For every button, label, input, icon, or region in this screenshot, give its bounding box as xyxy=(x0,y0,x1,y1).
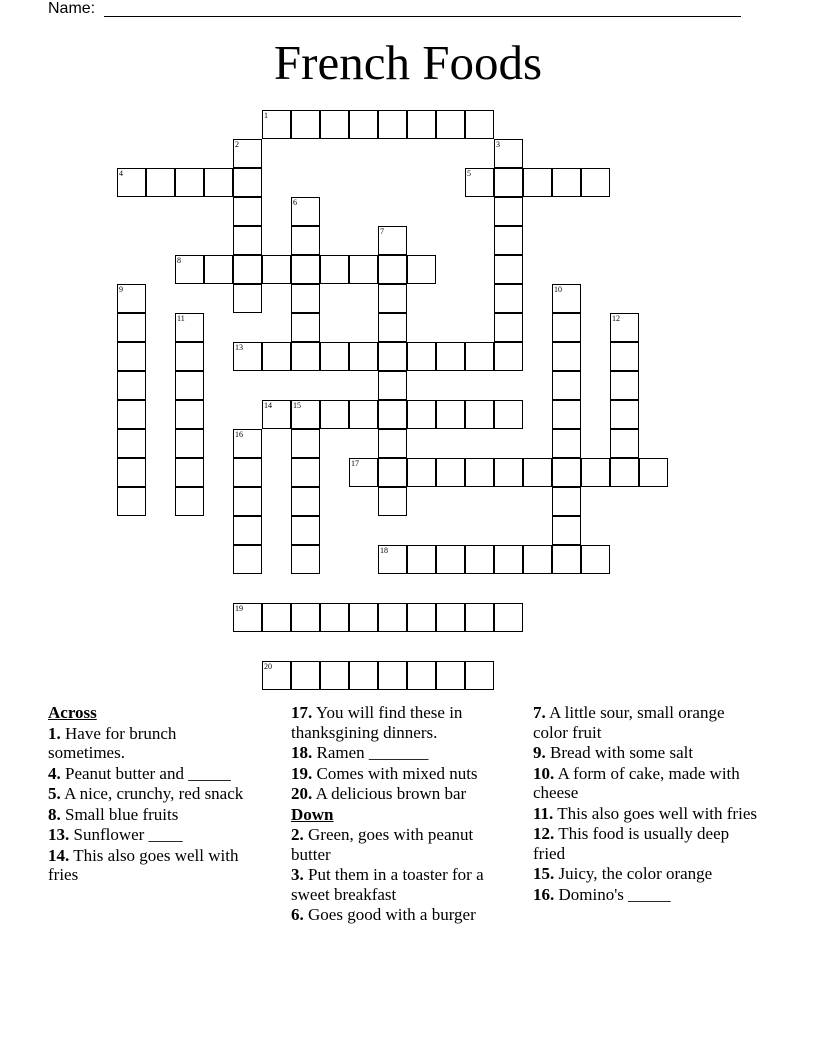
grid-cell[interactable] xyxy=(117,313,146,342)
cell-number: 5 xyxy=(467,169,471,178)
clue-down-7 xyxy=(533,703,763,742)
clue-text: Sunflower ____ xyxy=(73,825,183,844)
clue-text: Have for brunch sometimes. xyxy=(48,723,177,762)
grid-cell[interactable] xyxy=(233,603,262,632)
name-label: Name: xyxy=(48,0,96,17)
grid-cell[interactable] xyxy=(610,371,639,400)
grid-cell[interactable] xyxy=(233,516,262,545)
grid-cell[interactable] xyxy=(552,545,581,574)
clue-down-11 xyxy=(533,804,763,824)
grid-cell[interactable] xyxy=(523,458,552,487)
grid-cell[interactable] xyxy=(349,400,378,429)
clue-text: This also goes well with fries xyxy=(48,845,239,884)
grid-cell[interactable] xyxy=(494,139,523,168)
cell-number: 17 xyxy=(351,459,359,468)
grid-cell[interactable] xyxy=(465,400,494,429)
grid-cell[interactable] xyxy=(552,284,581,313)
grid-cell[interactable] xyxy=(291,603,320,632)
clue-column-2 xyxy=(291,703,516,926)
grid-cell[interactable] xyxy=(233,284,262,313)
grid-cell[interactable] xyxy=(436,603,465,632)
clue-number: 7. xyxy=(533,703,546,722)
clue-across-5 xyxy=(48,784,248,804)
grid-cell[interactable] xyxy=(117,458,146,487)
grid-cell[interactable] xyxy=(610,458,639,487)
grid-cell[interactable] xyxy=(349,603,378,632)
grid-cell[interactable] xyxy=(552,400,581,429)
cell-number: 1 xyxy=(264,111,268,120)
grid-cell[interactable] xyxy=(407,458,436,487)
clue-down-3 xyxy=(291,865,516,904)
clue-across-14 xyxy=(48,846,248,885)
grid-cell[interactable] xyxy=(552,371,581,400)
grid-cell[interactable] xyxy=(465,661,494,690)
grid-cell[interactable] xyxy=(233,168,262,197)
across-heading: Across xyxy=(48,703,97,722)
grid-cell[interactable] xyxy=(494,400,523,429)
clue-across-4 xyxy=(48,764,248,784)
grid-cell[interactable] xyxy=(407,545,436,574)
grid-cell[interactable] xyxy=(494,458,523,487)
grid-cell[interactable] xyxy=(523,545,552,574)
grid-cell[interactable] xyxy=(494,168,523,197)
clue-text: This also goes well with fries xyxy=(557,803,757,823)
grid-cell[interactable] xyxy=(436,400,465,429)
cell-number: 6 xyxy=(293,198,297,207)
clue-text: You will find these in thanksgining dinners. xyxy=(291,703,463,742)
grid-cell[interactable] xyxy=(436,110,465,139)
clue-text: A nice, crunchy, red snack xyxy=(64,784,244,803)
clue-number: 13. xyxy=(48,825,70,844)
clue-number: 20. xyxy=(291,784,313,803)
cell-number: 10 xyxy=(554,285,562,294)
grid-cell[interactable] xyxy=(262,110,291,139)
grid-cell[interactable] xyxy=(436,661,465,690)
grid-cell[interactable] xyxy=(291,429,320,458)
grid-cell[interactable] xyxy=(117,284,146,313)
grid-cell[interactable] xyxy=(320,110,349,139)
grid-cell[interactable] xyxy=(262,255,291,284)
grid-cell[interactable] xyxy=(233,429,262,458)
cell-number: 16 xyxy=(235,430,243,439)
clue-number: 14. xyxy=(48,845,70,865)
grid-cell[interactable] xyxy=(494,197,523,226)
clue-text: A delicious brown bar xyxy=(315,784,467,803)
grid-cell[interactable] xyxy=(349,458,378,487)
grid-cell[interactable] xyxy=(175,255,204,284)
grid-cell[interactable] xyxy=(175,168,204,197)
grid-cell[interactable] xyxy=(465,110,494,139)
grid-cell[interactable] xyxy=(552,429,581,458)
grid-cell[interactable] xyxy=(378,255,407,284)
clue-number: 2. xyxy=(291,825,304,844)
grid-cell[interactable] xyxy=(291,284,320,313)
cell-number: 8 xyxy=(177,256,181,265)
grid-cell[interactable] xyxy=(204,255,233,284)
grid-cell[interactable] xyxy=(175,313,204,342)
grid-cell[interactable] xyxy=(552,342,581,371)
grid-cell[interactable] xyxy=(233,139,262,168)
grid-cell[interactable] xyxy=(117,487,146,516)
grid-cell[interactable] xyxy=(291,197,320,226)
clue-number: 9. xyxy=(533,743,546,762)
cell-number: 18 xyxy=(380,546,388,555)
clue-number: 18. xyxy=(291,743,313,762)
grid-cell[interactable] xyxy=(552,168,581,197)
grid-cell[interactable] xyxy=(146,168,175,197)
clue-text: Comes with mixed nuts xyxy=(316,763,478,783)
clue-column-3 xyxy=(533,703,763,905)
grid-cell[interactable] xyxy=(494,545,523,574)
clue-text: Domino's _____ xyxy=(558,884,671,904)
grid-cell[interactable] xyxy=(494,603,523,632)
clue-down-9 xyxy=(533,743,763,763)
grid-cell[interactable] xyxy=(291,313,320,342)
grid-cell[interactable] xyxy=(175,342,204,371)
page-title: French Foods xyxy=(273,35,543,90)
grid-cell[interactable] xyxy=(175,429,204,458)
grid-cell[interactable] xyxy=(204,168,233,197)
grid-cell[interactable] xyxy=(378,487,407,516)
clue-down-10 xyxy=(533,764,763,803)
grid-cell[interactable] xyxy=(378,429,407,458)
clue-text: Peanut butter and _____ xyxy=(65,763,231,783)
cell-number: 4 xyxy=(119,169,123,178)
grid-cell[interactable] xyxy=(320,400,349,429)
grid-cell[interactable] xyxy=(233,487,262,516)
down-heading: Down xyxy=(291,804,334,824)
grid-cell[interactable] xyxy=(552,516,581,545)
grid-cell[interactable] xyxy=(581,545,610,574)
grid-cell[interactable] xyxy=(291,342,320,371)
grid-cell[interactable] xyxy=(233,226,262,255)
grid-cell[interactable] xyxy=(291,110,320,139)
grid-cell[interactable] xyxy=(465,168,494,197)
clue-text: Goes good with a burger xyxy=(308,905,476,924)
cell-number: 12 xyxy=(612,314,620,323)
grid-cell[interactable] xyxy=(291,516,320,545)
grid-cell[interactable] xyxy=(117,342,146,371)
clue-number: 4. xyxy=(48,763,61,783)
clue-number: 8. xyxy=(48,804,61,824)
grid-cell[interactable] xyxy=(610,313,639,342)
cell-number: 11 xyxy=(177,314,185,323)
cell-number: 7 xyxy=(380,227,384,236)
clue-down-12 xyxy=(533,824,763,863)
cell-number: 14 xyxy=(264,401,272,410)
grid-cell[interactable] xyxy=(552,458,581,487)
grid-cell[interactable] xyxy=(465,545,494,574)
grid-cell[interactable] xyxy=(407,255,436,284)
grid-cell[interactable] xyxy=(175,400,204,429)
grid-cell[interactable] xyxy=(407,603,436,632)
cell-number: 9 xyxy=(119,285,123,294)
grid-cell[interactable] xyxy=(291,545,320,574)
grid-cell[interactable] xyxy=(175,487,204,516)
grid-cell[interactable] xyxy=(436,342,465,371)
cell-number: 13 xyxy=(235,343,243,352)
grid-cell[interactable] xyxy=(117,400,146,429)
grid-cell[interactable] xyxy=(349,110,378,139)
grid-cell[interactable] xyxy=(378,110,407,139)
clue-number: 12. xyxy=(533,824,555,843)
grid-cell[interactable] xyxy=(378,226,407,255)
clue-text: A little sour, small orange color fruit xyxy=(533,703,725,742)
grid-cell[interactable] xyxy=(378,400,407,429)
grid-cell[interactable] xyxy=(233,458,262,487)
clue-text: Juicy, the color orange xyxy=(558,864,713,883)
grid-cell[interactable] xyxy=(436,545,465,574)
grid-cell[interactable] xyxy=(610,400,639,429)
grid-cell[interactable] xyxy=(494,313,523,342)
grid-cell[interactable] xyxy=(349,661,378,690)
clue-across-18 xyxy=(291,743,516,763)
clue-down-2 xyxy=(291,825,516,864)
grid-cell[interactable] xyxy=(349,342,378,371)
clue-number: 15. xyxy=(533,864,555,883)
clue-text: Put them in a toaster for a sweet breakfast xyxy=(291,865,484,904)
clue-number: 5. xyxy=(48,784,61,803)
grid-cell[interactable] xyxy=(407,110,436,139)
grid-cell[interactable] xyxy=(262,661,291,690)
clue-number: 19. xyxy=(291,763,313,783)
clue-text: Small blue fruits xyxy=(65,804,179,824)
clue-number: 16. xyxy=(533,884,555,904)
clue-number: 6. xyxy=(291,905,304,924)
grid-cell[interactable] xyxy=(465,342,494,371)
clue-number: 3. xyxy=(291,865,304,884)
grid-cell[interactable] xyxy=(494,226,523,255)
grid-cell[interactable] xyxy=(552,487,581,516)
clue-number: 11. xyxy=(533,803,554,823)
clue-number: 10. xyxy=(533,763,555,783)
grid-cell[interactable] xyxy=(639,458,668,487)
cell-number: 19 xyxy=(235,604,243,613)
grid-cell[interactable] xyxy=(610,429,639,458)
grid-cell[interactable] xyxy=(117,429,146,458)
clue-number: 1. xyxy=(48,723,61,743)
grid-cell[interactable] xyxy=(291,487,320,516)
grid-cell[interactable] xyxy=(349,255,378,284)
grid-cell[interactable] xyxy=(291,661,320,690)
clue-number: 17. xyxy=(291,703,313,722)
grid-cell[interactable] xyxy=(581,168,610,197)
grid-cell[interactable] xyxy=(320,255,349,284)
grid-cell[interactable] xyxy=(552,313,581,342)
grid-cell[interactable] xyxy=(378,284,407,313)
grid-cell[interactable] xyxy=(117,168,146,197)
grid-cell[interactable] xyxy=(262,400,291,429)
grid-cell[interactable] xyxy=(407,661,436,690)
cell-number: 15 xyxy=(293,401,301,410)
grid-cell[interactable] xyxy=(465,603,494,632)
grid-cell[interactable] xyxy=(291,458,320,487)
clue-down-15 xyxy=(533,864,763,884)
grid-cell[interactable] xyxy=(436,458,465,487)
grid-cell[interactable] xyxy=(291,255,320,284)
grid-cell[interactable] xyxy=(494,255,523,284)
grid-cell[interactable] xyxy=(407,400,436,429)
grid-cell[interactable] xyxy=(291,400,320,429)
clue-across-8 xyxy=(48,805,248,825)
grid-cell[interactable] xyxy=(233,342,262,371)
grid-cell[interactable] xyxy=(378,313,407,342)
grid-cell[interactable] xyxy=(262,342,291,371)
grid-cell[interactable] xyxy=(320,603,349,632)
grid-cell[interactable] xyxy=(523,168,552,197)
clue-text: Ramen _______ xyxy=(316,743,429,762)
clue-down-6 xyxy=(291,905,516,925)
grid-cell[interactable] xyxy=(175,371,204,400)
grid-cell[interactable] xyxy=(233,545,262,574)
clue-column-1 xyxy=(48,703,248,886)
grid-cell[interactable] xyxy=(378,371,407,400)
clue-across-19 xyxy=(291,764,516,784)
grid-cell[interactable] xyxy=(291,226,320,255)
grid-cell[interactable] xyxy=(233,197,262,226)
grid-cell[interactable] xyxy=(233,255,262,284)
clue-across-1 xyxy=(48,724,248,763)
clue-across-13 xyxy=(48,825,248,845)
grid-cell[interactable] xyxy=(494,342,523,371)
grid-cell[interactable] xyxy=(262,603,291,632)
grid-cell[interactable] xyxy=(610,342,639,371)
grid-cell[interactable] xyxy=(581,458,610,487)
cell-number: 20 xyxy=(264,662,272,671)
grid-cell[interactable] xyxy=(378,342,407,371)
grid-cell[interactable] xyxy=(117,371,146,400)
clue-down-16 xyxy=(533,885,763,905)
clue-across-17 xyxy=(291,703,516,742)
clue-text: This food is usually deep fried xyxy=(533,824,730,863)
clue-text: A form of cake, made with cheese xyxy=(533,763,740,802)
grid-cell[interactable] xyxy=(378,603,407,632)
clue-text: Bread with some salt xyxy=(550,743,694,762)
cell-number: 3 xyxy=(496,140,500,149)
grid-cell[interactable] xyxy=(378,545,407,574)
clue-text: Green, goes with peanut butter xyxy=(291,825,474,864)
grid-cell[interactable] xyxy=(320,342,349,371)
grid-cell[interactable] xyxy=(378,661,407,690)
grid-cell[interactable] xyxy=(465,458,494,487)
grid-cell[interactable] xyxy=(175,458,204,487)
grid-cell[interactable] xyxy=(378,458,407,487)
cell-number: 2 xyxy=(235,140,239,149)
grid-cell[interactable] xyxy=(494,284,523,313)
grid-cell[interactable] xyxy=(407,342,436,371)
grid-cell[interactable] xyxy=(320,661,349,690)
clue-across-20 xyxy=(291,784,516,804)
